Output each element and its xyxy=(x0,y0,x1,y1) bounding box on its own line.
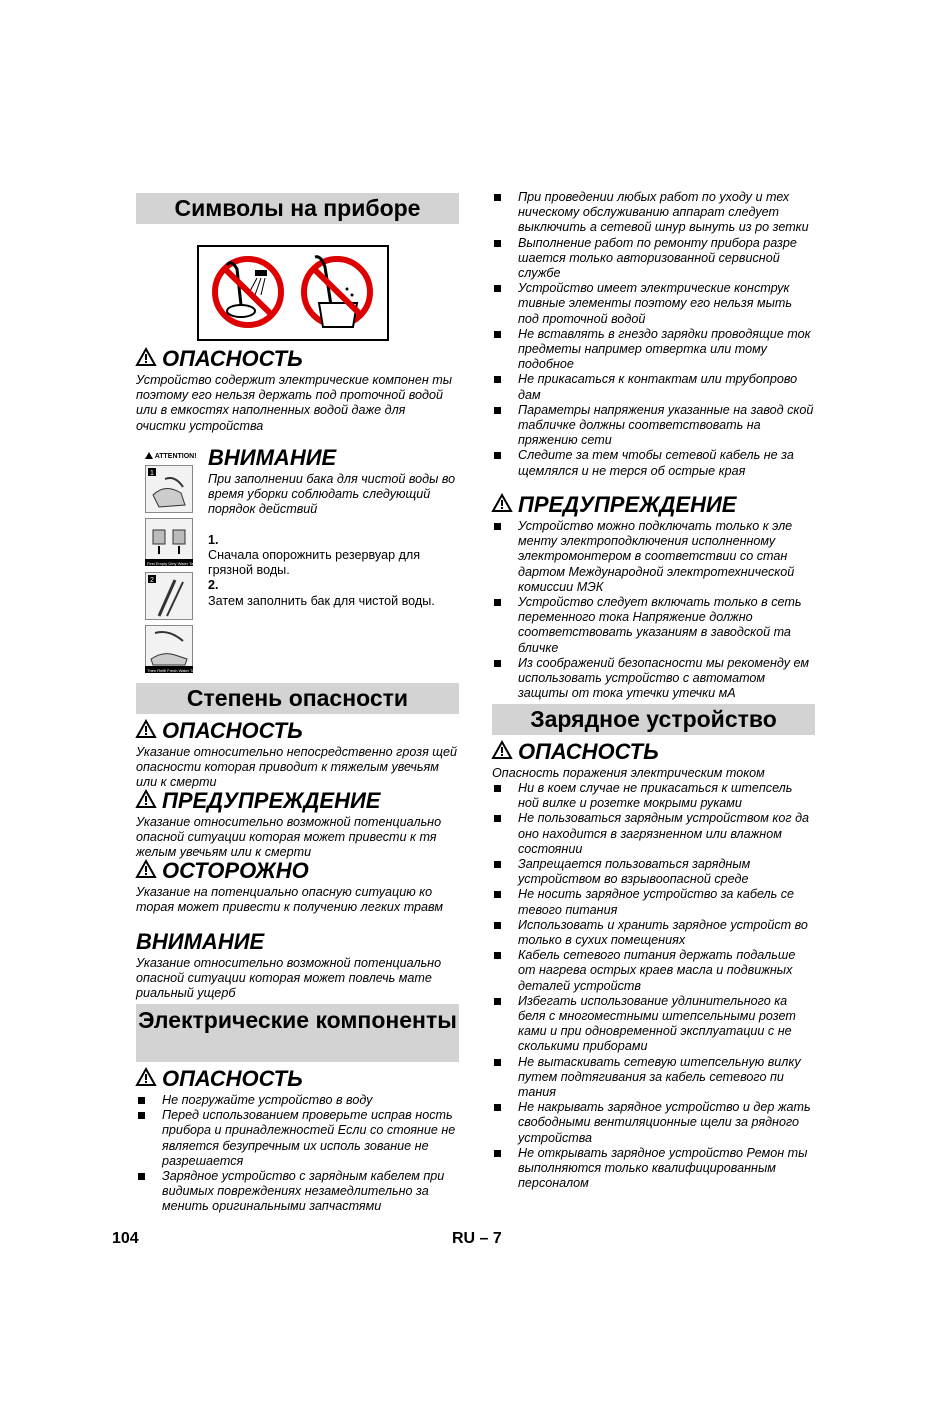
section-title-symbols: Символы на приборе xyxy=(136,193,459,224)
list-item: Ни в коем случае не прикасаться к штепсель ной вилке и розетке мокрыми руками xyxy=(492,781,816,811)
step-picture-4 xyxy=(145,625,199,673)
list-item: Устройство можно подключать только к эле менту электроподключения исполненному электромонтером в соответствии со стан дартом Международной электротехнической комиссии МЭК xyxy=(492,519,816,595)
list-item: Устройство имеет электрические конструк тивные элементы поэтому его нельзя мыть под проточной водой xyxy=(492,281,816,327)
list-item: Устройство следует включать только в сеть переменного тока Напряжение должно соответствовать указаниям в заводской та бличке xyxy=(492,595,816,656)
step-picture-4-caption: Then Refill Fresh Water Tank xyxy=(147,668,199,673)
warning-heading-levels: ПРЕДУПРЕЖДЕНИЕ xyxy=(136,789,380,813)
list-item: Избегать использование удлинительного ка беля с многоместными штепсельными розет ками и при одновременной эксплуатации с не сколькими приборами xyxy=(492,994,816,1055)
section-code: RU – 7 xyxy=(452,1230,502,1247)
list-item: Не открывать зарядное устройство Ремон ты выполняются только квалифицированным персоналом xyxy=(492,1146,816,1192)
list-item: Не накрывать зарядное устройство и дер жать свободными вентиляционные щели за рядного устройства xyxy=(492,1100,816,1146)
section-title-charger: Зарядное устройство xyxy=(492,704,815,735)
section-title-electrical: Электрические компоненты xyxy=(136,1004,459,1062)
step-2-text: Затем заполнить бак для чистой воды. xyxy=(208,594,435,608)
step-1-number: 1. xyxy=(208,533,219,547)
page-number: 104 xyxy=(112,1230,139,1247)
step-picture-3 xyxy=(145,572,193,620)
attention-text-levels: Указание относительно возможной потенциально опасной ситуации которая может повлечь мате риальный ущерб xyxy=(136,956,442,1001)
list-item: Не прикасаться к контактам или трубопрово дам xyxy=(492,372,816,402)
warning-triangle-icon xyxy=(136,347,156,367)
list-item: Не пользоваться зарядным устройством ког да оно находится в загрязненном или влажном состоянии xyxy=(492,811,816,857)
attention-text-symbols: При заполнении бака для чистой воды во время уборки соблюдать следующий порядок действий xyxy=(208,472,456,517)
list-item: Параметры напряжения указанные на завод ской табличке должны соответствовать на пряжению сети xyxy=(492,403,816,449)
charger-list xyxy=(492,781,816,1191)
list-item: Перед использованием проверьте исправ ность прибора и принадлежностей Если со стояние не является безупречным их исполь зование не разрешается xyxy=(136,1108,460,1169)
no-water-pictogram xyxy=(197,245,389,341)
danger-text-levels: Указание относительно непосредственно грозя щей опасности которая приводит к тяжелым увечьям или к смерти xyxy=(136,745,458,790)
step-picture-2-caption: First Empty Dirty Water Tank xyxy=(147,561,198,566)
caution-heading-levels: ОСТОРОЖНО xyxy=(136,859,309,883)
danger-heading-charger: ОПАСНОСТЬ xyxy=(492,740,659,764)
list-item: Использовать и хранить зарядное устройст во только в сухих помещениях xyxy=(492,918,816,948)
electrical-warning-list xyxy=(492,519,816,701)
warning-triangle-icon xyxy=(492,740,512,760)
caution-text-levels: Указание на потенциально опасную ситуацию ко торая может привести к получению легких травм xyxy=(136,885,443,915)
step-picture-2 xyxy=(145,518,198,566)
list-item: Запрещается пользоваться зарядным устройством во взрывоопасной среде xyxy=(492,857,816,887)
warning-triangle-icon xyxy=(136,1067,156,1087)
electrical-list-left xyxy=(136,1093,460,1215)
list-item: Зарядное устройство с зарядным кабелем при видимых повреждениях незамедлительно за менить оригинальными запчастями xyxy=(136,1169,460,1215)
warning-heading-electrical: ПРЕДУПРЕЖДЕНИЕ xyxy=(492,493,736,517)
list-item: Не вставлять в гнездо зарядки проводящие ток предметы например отвертка или тому подобное xyxy=(492,327,816,373)
danger-text-symbols: Устройство содержит электрические компонен ты поэтому его нельзя держать под проточной водой или в емкостях наполненных водой даже для очистки устройства xyxy=(136,373,453,433)
attention-heading-symbols: ВНИМАНИЕ xyxy=(208,445,337,470)
warning-triangle-icon xyxy=(492,493,512,513)
list-item: При проведении любых работ по уходу и тех ническому обслуживанию аппарат следует выключить а сетевой шнур вынуть из ро зетки xyxy=(492,190,816,236)
list-item: Выполнение работ по ремонту прибора разре шается только авторизованной сервисной службе xyxy=(492,236,816,282)
list-item: Из соображений безопасности мы рекоменду ем использовать устройство с автоматом защиты от тока утечки утечки мА xyxy=(492,656,816,702)
svg-text:2: 2 xyxy=(150,577,154,584)
step-1-text: Сначала опорожнить резервуар для грязной воды. xyxy=(208,548,421,578)
charger-intro: Опасность поражения электрическим током xyxy=(492,766,765,780)
list-item: Кабель сетевого питания держать подальше от нагрева острых краев масла и подвижных деталей устройств xyxy=(492,948,816,994)
step-2-number: 2. xyxy=(208,578,219,592)
warning-text-levels: Указание относительно возможной потенциально опасной ситуации которая может привести к тя желым увечьям или к смерти xyxy=(136,815,442,860)
list-item: Не вытаскивать сетевую штепсельную вилку путем подтягивания за кабель сетевого пи тания xyxy=(492,1055,816,1101)
danger-heading-electrical: ОПАСНОСТЬ xyxy=(136,1067,303,1091)
step-picture-1 xyxy=(145,465,193,513)
warning-triangle-icon xyxy=(136,859,156,879)
attention-label: ATTENTION! xyxy=(145,452,197,460)
danger-heading-levels: ОПАСНОСТЬ xyxy=(136,719,303,743)
warning-triangle-icon xyxy=(136,789,156,809)
list-item: Следите за тем чтобы сетевой кабель не за щемлялся и не терся об острые края xyxy=(492,448,816,478)
svg-text:1: 1 xyxy=(150,470,154,477)
danger-heading-symbols: ОПАСНОСТЬ xyxy=(136,347,303,371)
electrical-list-right xyxy=(492,190,816,479)
list-item: Не погружайте устройство в воду xyxy=(136,1093,460,1108)
list-item: Не носить зарядное устройство за кабель се тевого питания xyxy=(492,887,816,917)
attention-heading-levels: ВНИМАНИЕ xyxy=(136,929,265,954)
warning-triangle-icon xyxy=(136,719,156,739)
section-title-danger-levels: Степень опасности xyxy=(136,683,459,714)
